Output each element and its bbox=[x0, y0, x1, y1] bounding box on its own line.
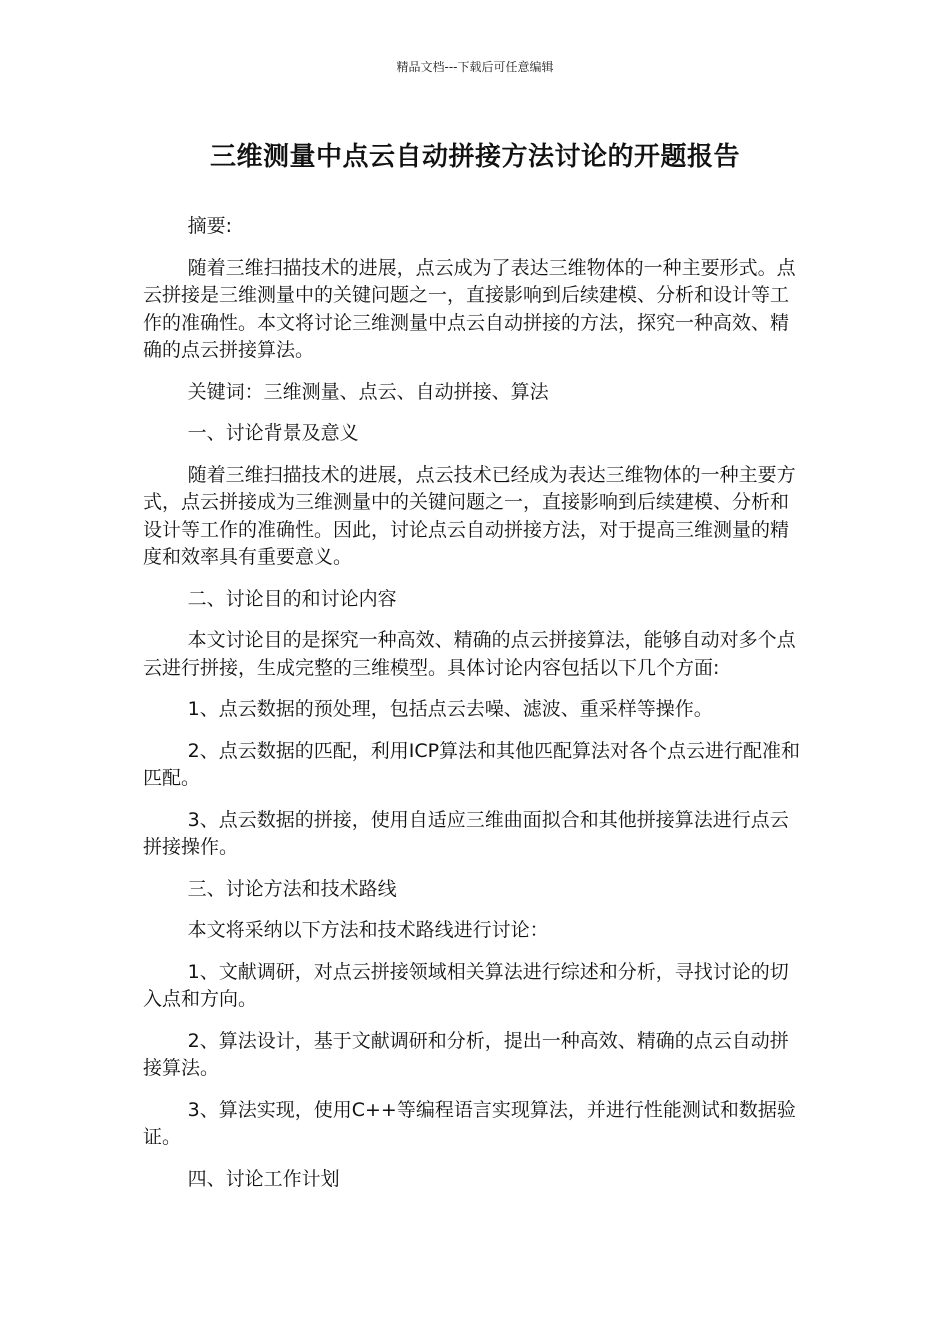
method-item-1: 1、文献调研，对点云拼接领域相关算法进行综述和分析，寻找讨论的切入点和方向。 bbox=[143, 960, 789, 1010]
content-item-3: 3、点云数据的拼接，使用自适应三维曲面拟合和其他拼接算法进行点云拼接操作。 bbox=[143, 808, 789, 858]
method-item-2: 2、算法设计，基于文献调研和分析，提出一种高效、精确的点云自动拼接算法。 bbox=[143, 1029, 789, 1079]
document-body bbox=[143, 213, 807, 1207]
method-item-3: 3、算法实现，使用C++等编程语言实现算法，并进行性能测试和数据验证。 bbox=[143, 1098, 796, 1148]
keywords-line: 关键词：三维测量、点云、自动拼接、算法 bbox=[187, 380, 549, 403]
background-paragraph: 随着三维扫描技术的进展，点云技术已经成为表达三维物体的一种主要方式，点云拼接成为三维测量中的关键问题之一，直接影响到后续建模、分析和设计等工作的准确性。因此，讨论点云自动拼接方法，对于提高三维测量的精度和效率具有重要意义。 bbox=[143, 463, 796, 568]
objectives-paragraph: 本文讨论目的是探究一种高效、精确的点云拼接算法，能够自动对多个点云进行拼接，生成完整的三维模型。具体讨论内容包括以下几个方面: bbox=[143, 629, 796, 679]
content-item-2: 2、点云数据的匹配，利用ICP算法和其他匹配算法对各个点云进行配准和匹配。 bbox=[143, 739, 801, 789]
header-note: 精品文档---下载后可任意编辑 bbox=[396, 60, 554, 74]
methods-intro: 本文将采纳以下方法和技术路线进行讨论： bbox=[187, 919, 549, 941]
section-heading-objectives: 二、讨论目的和讨论内容 bbox=[187, 587, 397, 610]
section-heading-plan: 四、讨论工作计划 bbox=[187, 1167, 340, 1190]
abstract-paragraph: 随着三维扫描技术的进展，点云成为了表达三维物体的一种主要形式。点云拼接是三维测量中的关键问题之一，直接影响到后续建模、分析和设计等工作的准确性。本文将讨论三维测量中点云自动拼接的方法，探究一种高效、精确的点云拼接算法。 bbox=[143, 256, 796, 361]
section-heading-methods: 三、讨论方法和技术路线 bbox=[187, 877, 397, 900]
document-title: 三维测量中点云自动拼接方法讨论的开题报告 bbox=[209, 142, 740, 172]
section-heading-background: 一、讨论背景及意义 bbox=[187, 422, 359, 444]
abstract-heading: 摘要: bbox=[187, 215, 233, 237]
content-item-1: 1、点云数据的预处理，包括点云去噪、滤波、重采样等操作。 bbox=[187, 698, 713, 720]
